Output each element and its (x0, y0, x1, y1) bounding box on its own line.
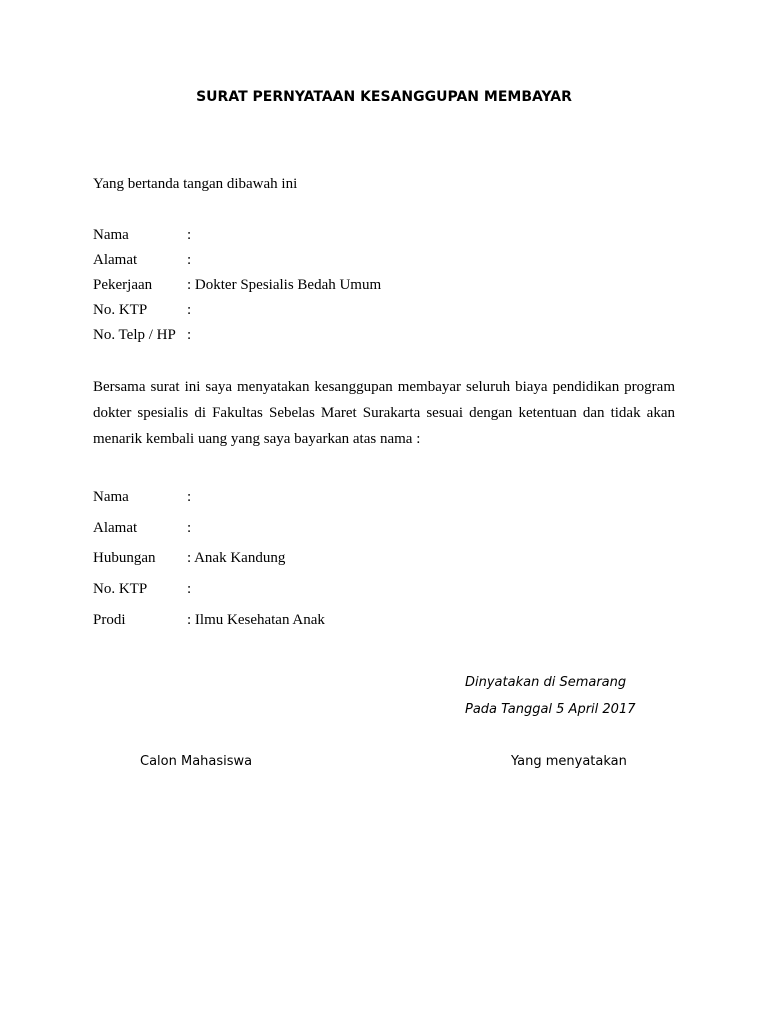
field-label: Nama (93, 489, 129, 505)
student-field-program (93, 612, 325, 629)
student-field-ktp (93, 581, 191, 598)
field-value: : (187, 227, 192, 243)
field-label: Alamat (93, 520, 138, 536)
student-field-name (93, 489, 191, 506)
student-field-address (93, 520, 191, 537)
field-value: : Anak Kandung (187, 550, 286, 566)
field-value: : Dokter Spesialis Bedah Umum (187, 277, 382, 293)
document-title: SURAT PERNYATAAN KESANGGUPAN MEMBAYAR (196, 89, 572, 105)
field-label: No. Telp / HP (93, 327, 176, 343)
field-value: : (187, 252, 192, 268)
field-label: No. KTP (93, 302, 148, 318)
intro-text: Yang bertanda tangan dibawah ini (93, 176, 298, 192)
field-value: : (187, 489, 192, 505)
signer-field-phone (93, 327, 191, 344)
field-label: Hubungan (93, 550, 156, 566)
field-label: Alamat (93, 252, 138, 268)
date-line: Pada Tanggal 5 April 2017 (465, 702, 636, 717)
field-value: : (187, 581, 192, 597)
field-label: No. KTP (93, 581, 148, 597)
statement-paragraph: Bersama surat ini saya menyatakan kesanggupan membayar seluruh biaya pendidikan program dokter spesialis di Fakultas Sebelas Maret Surakarta sesuai dengan ketentuan dan tidak akan menarik kembali uang yang saya bayarkan atas nama : (93, 379, 675, 447)
field-label: Nama (93, 227, 129, 243)
student-field-relationship (93, 550, 285, 567)
field-label: Prodi (93, 612, 126, 628)
signature-caption-declarant: Yang menyatakan (511, 754, 627, 769)
field-label: Pekerjaan (93, 277, 153, 293)
place-line: Dinyatakan di Semarang (465, 675, 627, 690)
signer-field-occupation (93, 277, 381, 294)
field-value: : Ilmu Kesehatan Anak (187, 612, 325, 628)
field-value: : (187, 520, 192, 536)
signature-caption-student: Calon Mahasiswa (140, 754, 253, 769)
signer-field-address (93, 252, 191, 269)
signer-field-ktp (93, 302, 191, 319)
field-value: : (187, 302, 192, 318)
signer-field-name (93, 227, 191, 244)
field-value: : (187, 327, 192, 343)
